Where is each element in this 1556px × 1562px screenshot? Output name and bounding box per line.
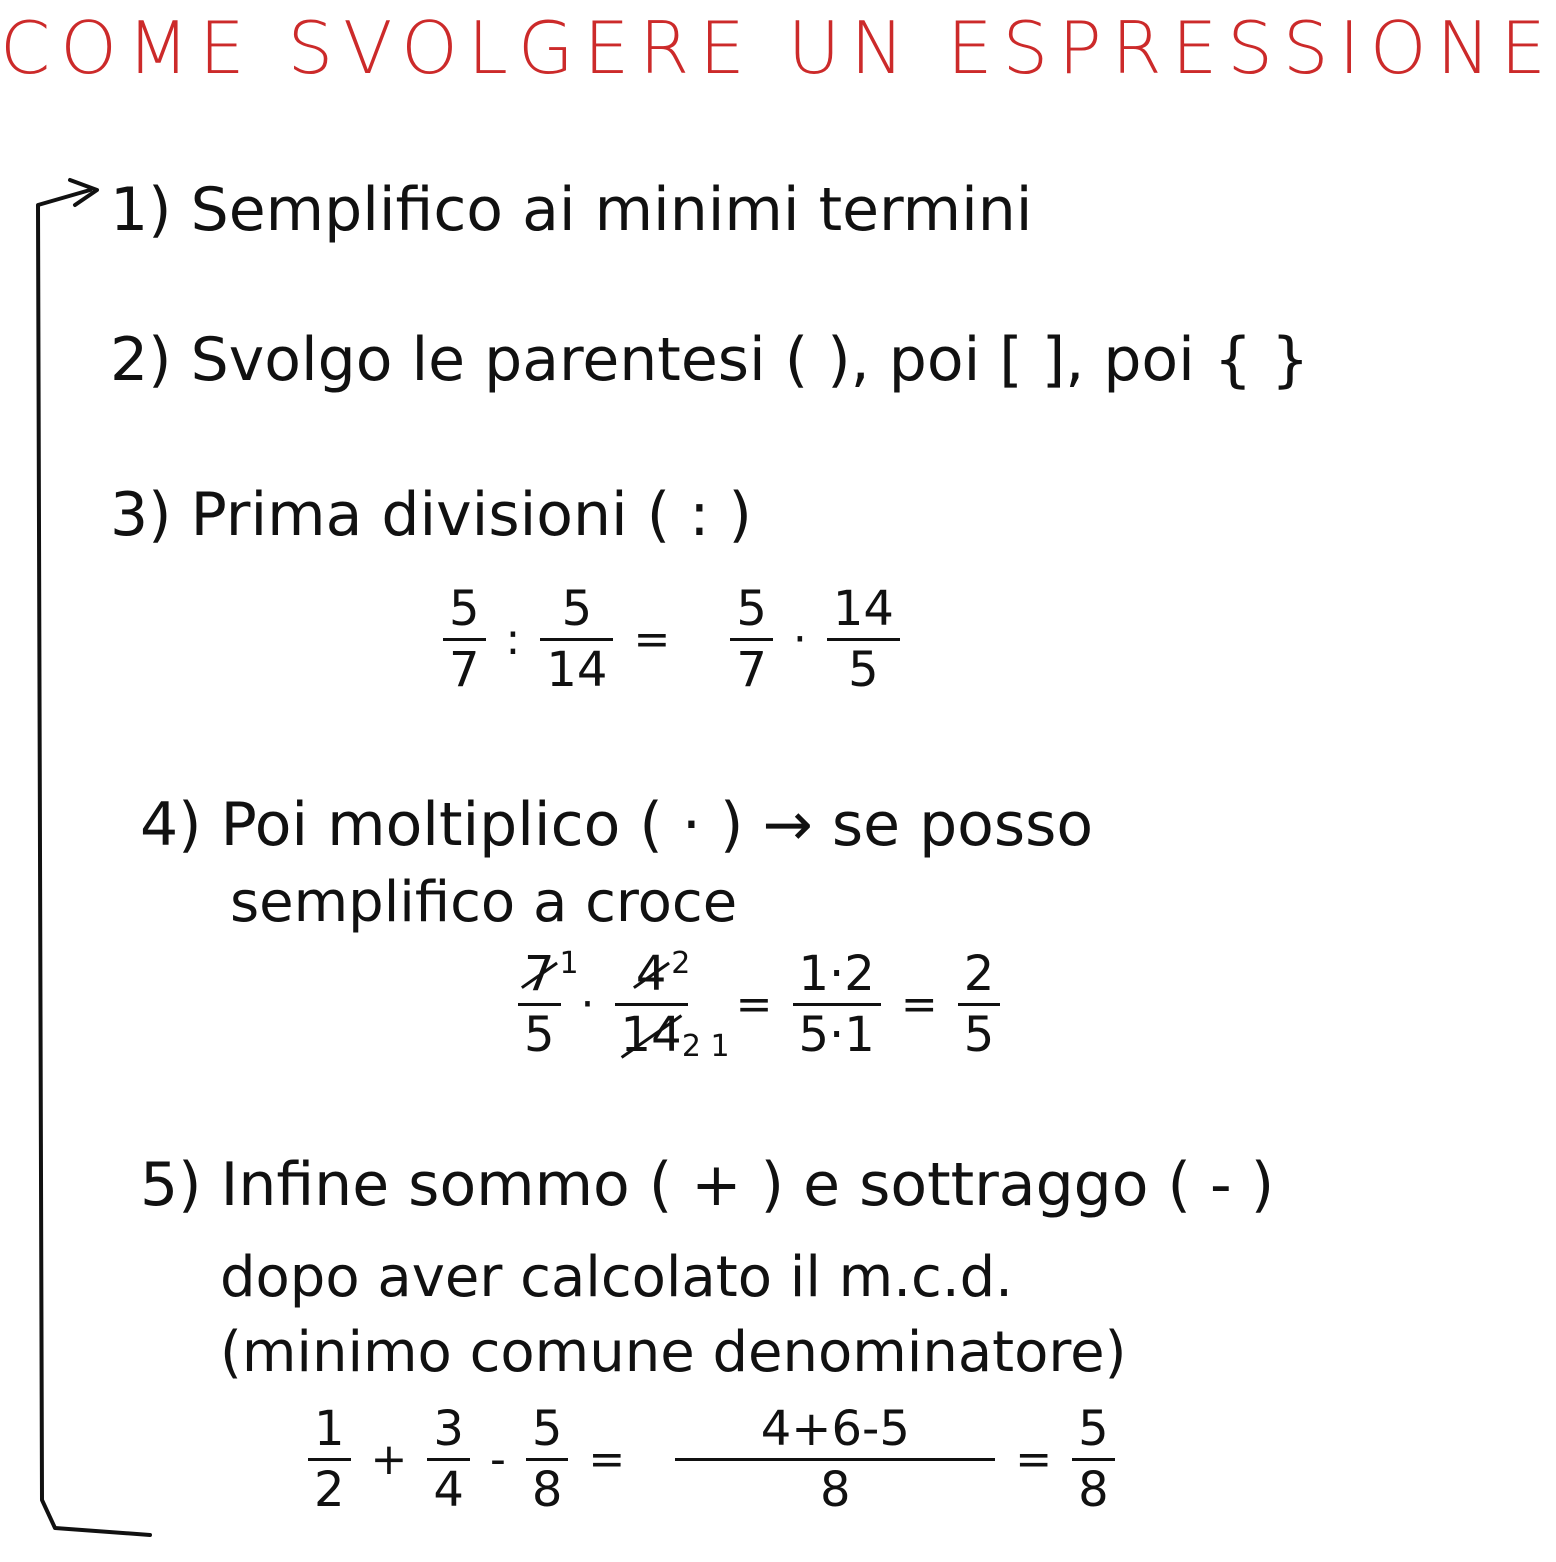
equals-sign: = — [633, 614, 671, 665]
step-5-continuation-2: (minimo comune denominatore) — [220, 1320, 1127, 1385]
step-1: 1) Semplifico ai minimi termini — [110, 175, 1033, 245]
fraction: $\frac{1}{2}$ — [308, 1400, 351, 1519]
fraction: $\frac{1\cdot 2}{5\cdot 1}$ — [793, 945, 881, 1064]
fraction: 7 1 5 — [518, 945, 561, 1064]
fraction: $\frac{5}{8}$ — [526, 1400, 569, 1519]
step-2: 2) Svolgo le parentesi ( ), poi [ ], poi { } — [110, 325, 1310, 395]
fraction: $\frac{14}{5}$ — [827, 580, 900, 699]
equals-sign: = — [588, 1434, 626, 1485]
minus-operator: - — [489, 1434, 506, 1485]
step-4: 4) Poi moltiplico ( · ) → se posso — [140, 790, 1094, 860]
fraction: $\frac{5}{14}$ — [540, 580, 613, 699]
example-sum — [300, 1400, 1123, 1519]
fraction: $\frac{4+6-5}{8}$ — [675, 1400, 995, 1519]
step-3: 3) Prima divisioni ( : ) — [110, 480, 752, 550]
fraction: $\frac{2}{5}$ — [958, 945, 1001, 1064]
fraction: $\frac{5}{8}$ — [1072, 1400, 1115, 1519]
fraction: $\frac{5}{7}$ — [443, 580, 486, 699]
fraction: $\frac{5}{7}$ — [730, 580, 773, 699]
plus-operator: + — [370, 1434, 408, 1485]
multiplication-operator: · — [580, 979, 595, 1030]
example-division — [435, 580, 908, 699]
example-multiplication — [510, 945, 1008, 1064]
fraction: 4 2 14 2 1 — [615, 945, 688, 1064]
equals-sign: = — [1015, 1434, 1053, 1485]
multiplication-operator: · — [792, 614, 807, 665]
note-title: COME SVOLGERE UN ESPRESSIONE — [0, 6, 1556, 90]
step-5-continuation: dopo aver calcolato il m.c.d. — [220, 1245, 1013, 1310]
equals-sign: = — [735, 979, 773, 1030]
division-operator: : — [505, 614, 521, 665]
step-4-continuation: semplifico a croce — [230, 870, 738, 935]
step-5: 5) Infine sommo ( + ) e sottraggo ( - ) — [140, 1150, 1275, 1220]
fraction: $\frac{3}{4}$ — [427, 1400, 470, 1519]
equals-sign: = — [900, 979, 938, 1030]
